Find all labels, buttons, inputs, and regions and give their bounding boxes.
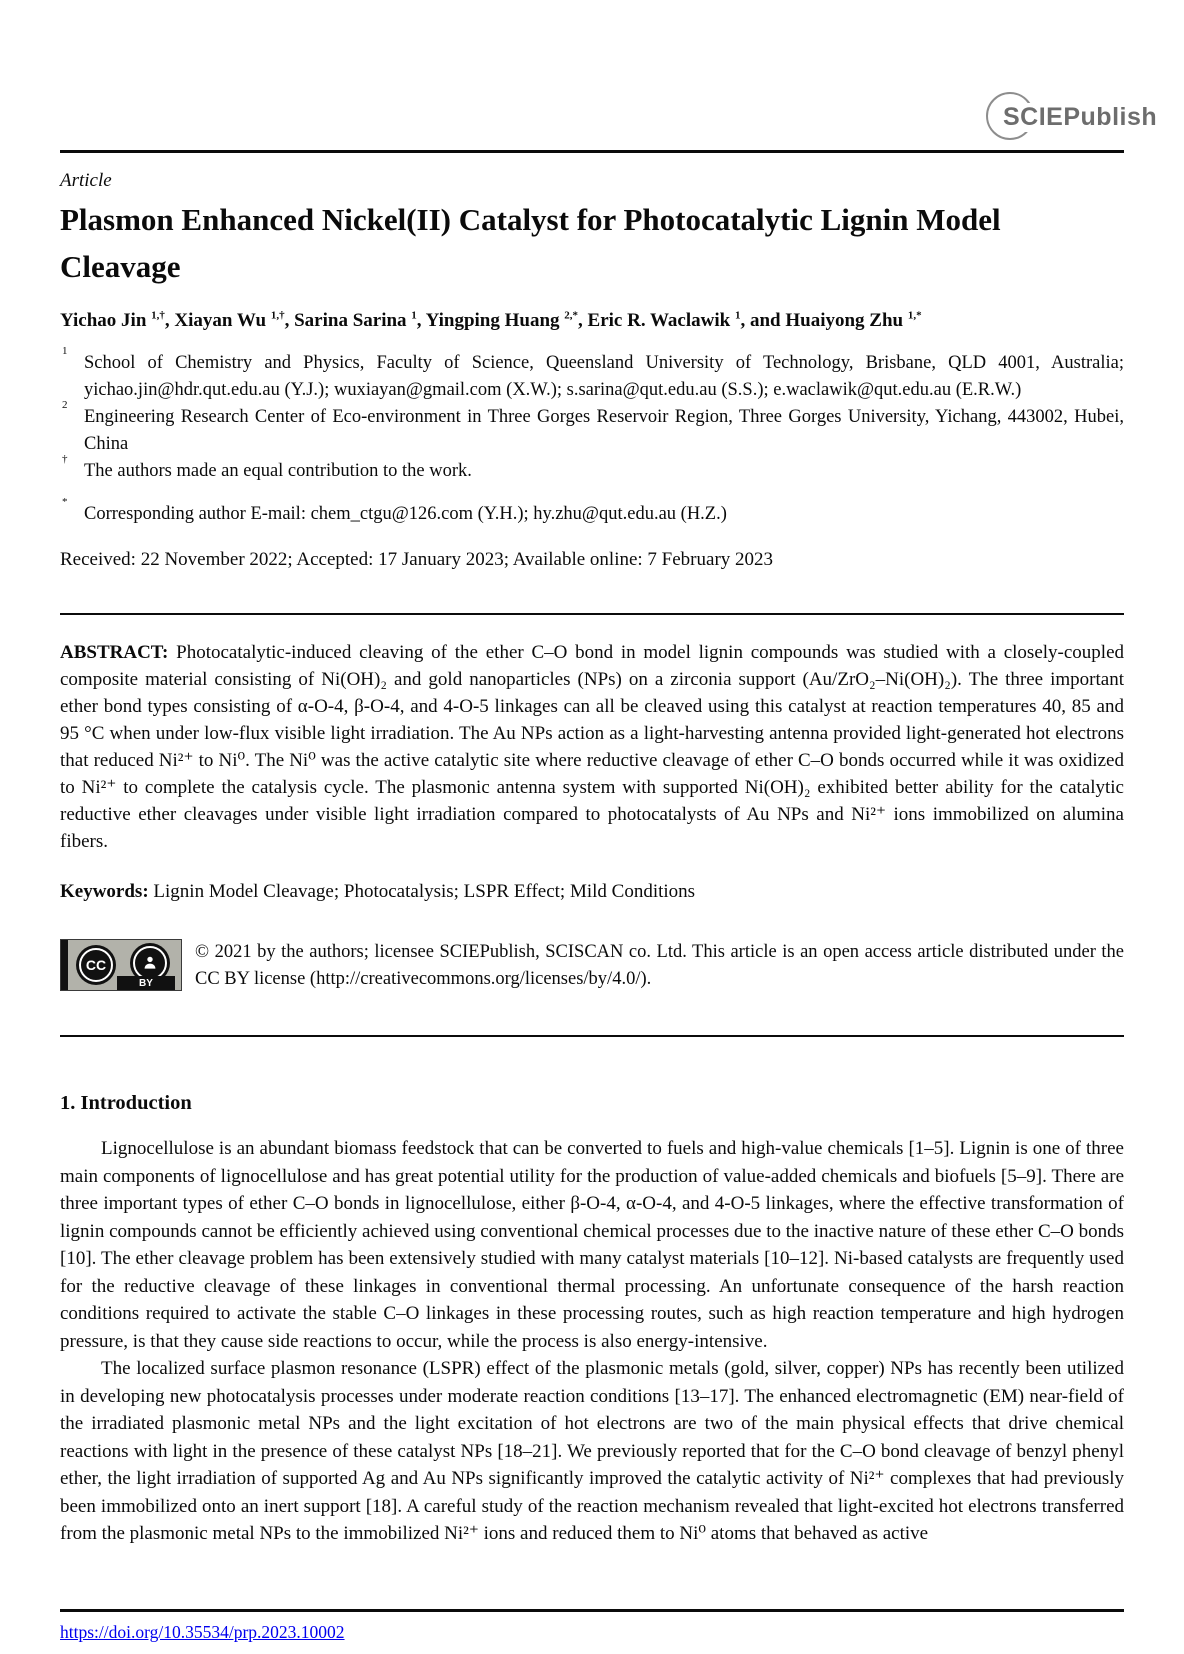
affiliation-1: 1 School of Chemistry and Physics, Faculty of Science, Queensland University of Technology, Brisbane, QLD 4001, Australia; yichao.jin@hdr.qut.edu.au (Y.J.); wuxiayan@gmail.com (X.W.); s.sarina@qut.edu.au (S.S.); e.waclawik@qut.edu.au (E.R.W.) [62, 345, 1124, 400]
keywords [60, 881, 1124, 903]
author-marker: 1,† [151, 309, 165, 322]
cc-badge-edge [61, 940, 68, 990]
license-text: © 2021 by the authors; licensee SCIEPublish, SCISCAN co. Ltd. This article is an open access article distributed under the CC BY license (http://creativecommons.org/licenses/by/4.0/). [195, 942, 1124, 989]
author-marker: 1,* [907, 309, 922, 322]
affiliation-2: 2 Engineering Research Center of Eco-environment in Three Gorges Reservoir Region, Three Gorges University, Yichang, 443002, Hubei, China [62, 399, 1124, 454]
publisher-logo-text: SCIEPublish [1003, 103, 1158, 131]
abstract [60, 639, 1124, 855]
author-name: Sarina Sarina [294, 310, 407, 331]
page-title: Plasmon Enhanced Nickel(II) Catalyst for Photocatalytic Lignin Model Cleavage [60, 202, 1001, 284]
author-marker: 1 [734, 309, 741, 322]
license-bottom-rule [60, 1035, 1124, 1037]
attribution-person-icon [133, 946, 167, 980]
cc-by-badge-icon [60, 939, 182, 991]
section-heading-introduction: 1. Introduction [60, 1092, 192, 1114]
footer-rule [60, 1609, 1124, 1612]
equal-contribution-text: The authors made an equal contribution to the work. [84, 461, 472, 481]
corresponding-author-note: * Corresponding author E-mail: chem_ctgu@126.com (Y.H.); hy.zhu@qut.edu.au (H.Z.) [62, 496, 727, 524]
corresponding-author-text: Corresponding author E-mail: chem_ctgu@126.com (Y.H.); hy.zhu@qut.edu.au (H.Z.) [84, 504, 727, 524]
author-name: Eric R. Waclawik [587, 310, 731, 331]
keywords-text: Lignin Model Cleavage; Photocatalysis; LSPR Effect; Mild Conditions [153, 881, 696, 902]
affiliation-2-text: Engineering Research Center of Eco-environment in Three Gorges Reservoir Region, Three Gorges University, Yichang, 443002, Hubei, China [84, 407, 1124, 454]
keywords-label: Keywords: [60, 881, 149, 902]
affiliations-and-notes [60, 345, 1124, 528]
abstract-label: ABSTRACT: [60, 642, 169, 663]
publisher-logo [986, 92, 1158, 142]
cc-by-label: BY [117, 976, 175, 990]
author-marker: 2,* [564, 309, 579, 322]
introduction-paragraph-2: The localized surface plasmon resonance (LSPR) effect of the plasmonic metals (gold, silver, copper) NPs has recently been utilized in developing new photocatalysis processes under moderate reaction conditions [13–17]. The enhanced electromagnetic (EM) near-field of the irradiated plasmonic metal NPs and the light excitation of hot electrons are two of the main physical effects that drive chemical reactions with light in the presence of these catalyst NPs [18–21]. We previously reported that for the C–O bond cleavage of benzyl phenyl ether, the light irradiation of supported Ag and Au NPs significantly improved the catalytic activity of Ni²⁺ complexes that had previously been immobilized onto an inert support [18]. A careful study of the reaction mechanism revealed that light-excited hot electrons transferred from the plasmonic metal NPs to the immobilized Ni²⁺ ions and reduced them to Ni⁰ atoms that behaved as active [60, 1358, 1124, 1544]
equal-contribution-note: † The authors made an equal contribution to the work. [62, 453, 472, 481]
header-rule [60, 150, 1124, 153]
author-name: Huaiyong Zhu [785, 310, 904, 331]
author-marker: 1 [411, 309, 417, 322]
doi-link[interactable]: https://doi.org/10.35534/prp.2023.10002 [60, 1622, 345, 1642]
author-marker: 1,† [270, 309, 285, 322]
article-type-label: Article [60, 170, 112, 191]
abstract-top-rule [60, 613, 1124, 615]
cc-icon: CC [79, 948, 113, 982]
author-name: Yingping Huang [425, 310, 560, 331]
publication-history: Received: 22 November 2022; Accepted: 17 January 2023; Available online: 7 February 2023 [60, 549, 774, 570]
introduction-paragraph-1: Lignocellulose is an abundant biomass feedstock that can be converted to fuels and high-value chemicals [1–5]. Lignin is one of three main components of lignocellulose and has great potential utility for the production of value-added chemicals and biofuels [5–9]. There are three important types of ether C–O bonds in lignocellulose, either β-O-4, α-O-4, and 4-O-5 linkages, where the effective transformation of lignin compounds cannot be efficiently achieved using conventional chemical processes due to the inactive nature of these ether C–O bonds [10]. The ether cleavage problem has been extensively studied with many catalyst materials [10–12]. Ni-based catalysts are frequently used for the reductive cleavage of these linkages in conventional thermal processing. An unfortunate consequence of the harsh reaction conditions required to activate the stable C–O linkages in these processing routes, such as high reaction temperature and high hydrogen pressure, is that they cause side reactions to occur, while the process is also energy-intensive. [60, 1138, 1124, 1352]
author-name: Xiayan Wu [174, 310, 267, 331]
license-block [60, 939, 1124, 993]
affiliation-1-text: School of Chemistry and Physics, Faculty of Science, Queensland University of Technology, Brisbane, QLD 4001, Australia; yichao.jin@hdr.qut.edu.au (Y.J.); wuxiayan@gmail.com (X.W.); s.sarina@qut.edu.au (S.S.); e.waclawik@qut.edu.au (E.R.W.) [84, 353, 1124, 400]
author-line: Yichao Jin $^{1,\dagger}$, Xiayan Wu $^{1,\dagger}$, Sarina Sarina $^1$, Yingping Huang $^{2,*}$, Eric R. Waclawik $^1$, and Huaiyong Zhu $^{1,*}$ [60, 309, 922, 331]
author-name: Yichao Jin [60, 310, 147, 331]
abstract-text: Photocatalytic-induced cleaving of the ether C–O bond in model lignin compounds was studied with a closely-coupled composite material consisting of Ni(OH)₂ and gold nanoparticles (NPs) on a zirconia support (Au/ZrO₂–Ni(OH)₂). The three important ether bond types consisting of α-O-4, β-O-4, and 4-O-5 linkages can all be cleaved using this catalyst at reaction temperatures 40, 85 and 95 °C when under low-flux visible light irradiation. The Au NPs action as a light-harvesting antenna provided light-generated hot electrons that reduced Ni²⁺ to Ni⁰. The Ni⁰ was the active catalytic site where reductive cleavage of ether C–O bonds occurred while it was oxidized to Ni²⁺ to complete the catalysis cycle. The plasmonic antenna system with supported Ni(OH)₂ exhibited better ability for the catalytic reductive ether cleavages under visible light irradiation compared to photocatalysts of Au NPs and Ni²⁺ ions immobilized on alumina fibers. [60, 642, 1125, 852]
